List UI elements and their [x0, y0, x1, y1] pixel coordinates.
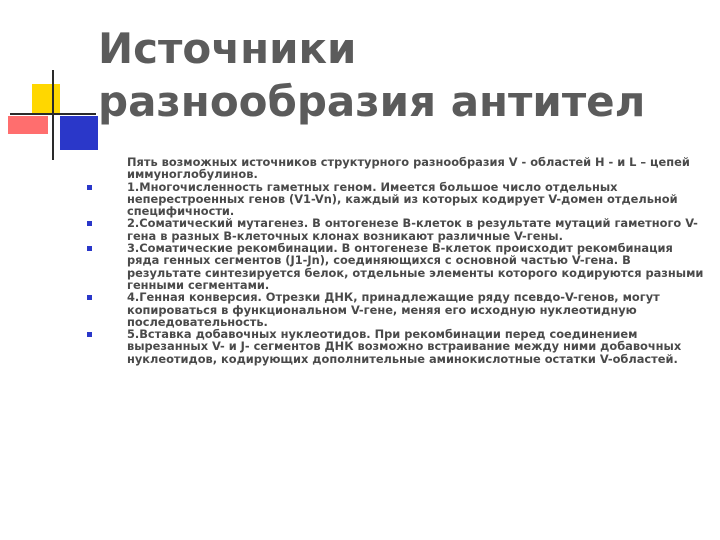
logo-blue-square	[60, 116, 98, 150]
bullet-square-icon	[87, 295, 92, 300]
bullet-list	[85, 181, 715, 365]
bullet-square-icon	[87, 221, 92, 226]
list-item	[85, 328, 705, 365]
list-item	[85, 217, 705, 242]
intro-text: Пять возможных источников структурного разнообразия V - областей H - и L – цепей иммуноглобулинов.	[127, 155, 690, 182]
list-item-text: 4.Генная конверсия. Отрезки ДНК, принадлежащие ряду псевдо-V-генов, могут копироваться в функциональном V-гене, меняя его исходную нуклеотидную последовательность.	[127, 290, 660, 329]
list-item	[85, 242, 705, 291]
list-item	[85, 181, 705, 218]
list-item-text: 2.Соматический мутагенез. В онтогенезе В-клеток в результате мутаций гаметного V-гена в разных В-клеточных клонах возникают различные V-гены.	[127, 216, 698, 243]
list-item	[85, 291, 705, 328]
list-item-text: 1.Многочисленность гаметных геном. Имеется большое число отдельных неперестроенных генов (V1-Vn), каждый из которых кодирует V-домен отдельной специфичности.	[127, 179, 678, 219]
logo-yellow-square	[32, 84, 60, 114]
bullet-square-icon	[87, 246, 92, 251]
slide-content	[85, 156, 715, 365]
slide-title: Источники разнообразия антител	[98, 24, 646, 126]
logo-horizontal-line	[10, 113, 96, 115]
list-item-text: 5.Вставка добавочных нуклеотидов. При рекомбинации перед соединением вырезанных V- и J- сегментов ДНК возможно встраивание между ними добавочных нуклеотидов, кодирующих дополнительные аминокислотные остатки V-областей.	[127, 327, 682, 366]
logo-vertical-line	[52, 70, 54, 160]
slide-logo-decoration	[0, 0, 110, 170]
bullet-square-icon	[87, 332, 92, 337]
list-item-text: 3.Соматические рекомбинации. В онтогенезе В-клеток происходит рекомбинация ряда генных сегментов (J1-Jn), соединяющихся с основной частью V-гена. В результате синтезируется белок, отдельные элементы которого кодируются разными генными сегментами.	[127, 241, 704, 292]
logo-red-square	[8, 116, 48, 134]
bullet-square-icon	[87, 185, 92, 190]
